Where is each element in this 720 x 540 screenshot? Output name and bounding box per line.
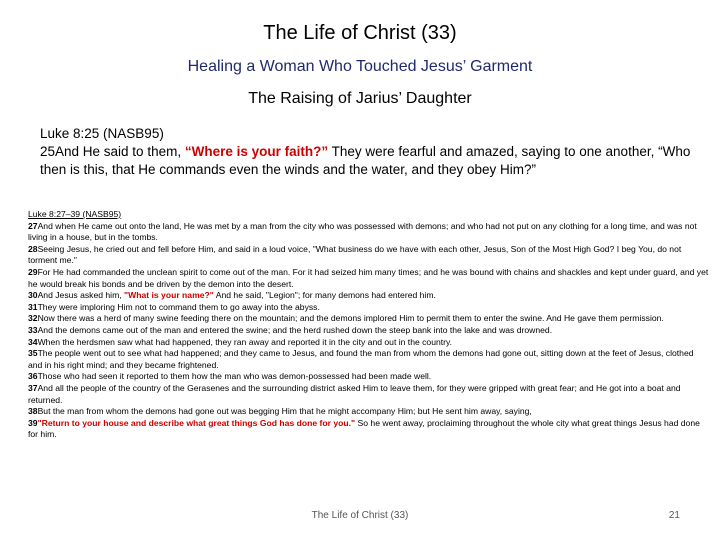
verse-text: Those who had seen it reported to them how the man who was demon-possessed had been made well. — [37, 371, 432, 382]
passage-luke-8-25-text-a: 25And He said to them, — [40, 144, 185, 159]
verse-29 — [28, 267, 710, 290]
verse-30 — [28, 290, 710, 302]
verse-text: Seeing Jesus, he cried out and fell before Him, and said in a loud voice, "What business do we have with each other, Jesus, Son of the Most High God? I beg You, do not torment me." — [28, 243, 682, 266]
verse-27 — [28, 221, 710, 244]
verse-number: 30 — [28, 290, 38, 301]
verse-28 — [28, 244, 710, 267]
verse-number: 38 — [28, 406, 38, 417]
verse-number: 36 — [28, 371, 38, 382]
verse-number: 35 — [28, 348, 38, 359]
verse-text: The people went out to see what had happened; and they came to Jesus, and found the man from whom the demons had gone out, sitting down at the feet of Jesus, clothed and in his right mind; and they became frightened. — [28, 348, 694, 370]
slide-subtitle-woman: Healing a Woman Who Touched Jesus’ Garment — [187, 58, 533, 75]
verse-text: And all the people of the country of the Gerasenes and the surrounding district asked Him to leave them, for they were gripped with great fear; and He got into a boat and returned. — [28, 382, 681, 405]
verse-text: But the man from whom the demons had gone out was begging Him that he might accompany Him; but He sent him away, saying, — [37, 406, 532, 417]
slide-subtitle-daughter: The Raising of Jarius’ Daughter — [248, 90, 472, 107]
slide-title: The Life of Christ (33) — [263, 22, 457, 44]
verse-quote: "What is your name?" — [124, 290, 214, 301]
verse-text: And he said, "Legion"; for many demons had entered him. — [213, 290, 436, 301]
verse-text: And when He came out onto the land, He was met by a man from the city who was possessed with demons; and who had not put on any clothing for a long time, and was not living in a house, but in the tombs. — [28, 220, 697, 243]
passage-luke-8-25-quote: “Where is your faith?” — [184, 144, 329, 159]
verse-number: 27 — [28, 220, 38, 231]
passage-luke-8-25-reference: Luke 8:25 (NASB95) — [40, 126, 164, 141]
passage-luke-8-25-text-b: They were fearful and amazed, saying to one another, “Who then is this, that He commands even the winds and the water, and they obey Him?” — [40, 144, 691, 177]
verse-number: 31 — [28, 301, 38, 312]
verse-36 — [28, 371, 710, 383]
verse-35 — [28, 348, 710, 371]
passage-luke-8-25 — [40, 125, 700, 179]
page-number: 21 — [668, 510, 680, 521]
verse-number: 28 — [28, 243, 38, 254]
verse-number: 39 — [28, 417, 38, 428]
verse-text: And the demons came out of the man and entered the swine; and the herd rushed down the steep bank into the lake and was drowned. — [37, 324, 553, 335]
verse-38 — [28, 406, 710, 418]
verse-number: 37 — [28, 382, 38, 393]
verse-33 — [28, 325, 710, 337]
footer-title: The Life of Christ (33) — [311, 510, 409, 521]
verse-39 — [28, 418, 710, 441]
verse-number: 33 — [28, 324, 38, 335]
passage-luke-8-27-39-reference: Luke 8:27–39 (NASB95) — [28, 209, 122, 219]
verse-text: Now there was a herd of many swine feeding there on the mountain; and the demons implored Him to permit them to enter the swine. And He gave them permission. — [37, 313, 664, 324]
verse-text: So he went away, proclaiming throughout the whole city what great things Jesus had done for him. — [28, 417, 700, 440]
verse-34 — [28, 337, 710, 349]
verse-number: 32 — [28, 313, 38, 324]
verse-31 — [28, 302, 710, 314]
verse-32 — [28, 313, 710, 325]
verse-text: When the herdsmen saw what had happened, they ran away and reported it in the city and out in the country. — [37, 336, 453, 347]
verse-text: And Jesus asked him, — [37, 290, 125, 301]
passage-luke-8-27-39 — [28, 209, 710, 441]
verse-number: 29 — [28, 266, 38, 277]
verse-text: For He had commanded the unclean spirit to come out of the man. For it had seized him many times; and he was bound with chains and shackles and kept under guard, and yet he would break his bonds and be driven by the demon into the desert. — [28, 266, 709, 289]
verse-text: They were imploring Him not to command them to go away into the abyss. — [37, 301, 320, 312]
verse-37 — [28, 383, 710, 406]
verse-number: 34 — [28, 336, 38, 347]
verse-quote: "Return to your house and describe what great things God has done for you." — [37, 417, 356, 428]
